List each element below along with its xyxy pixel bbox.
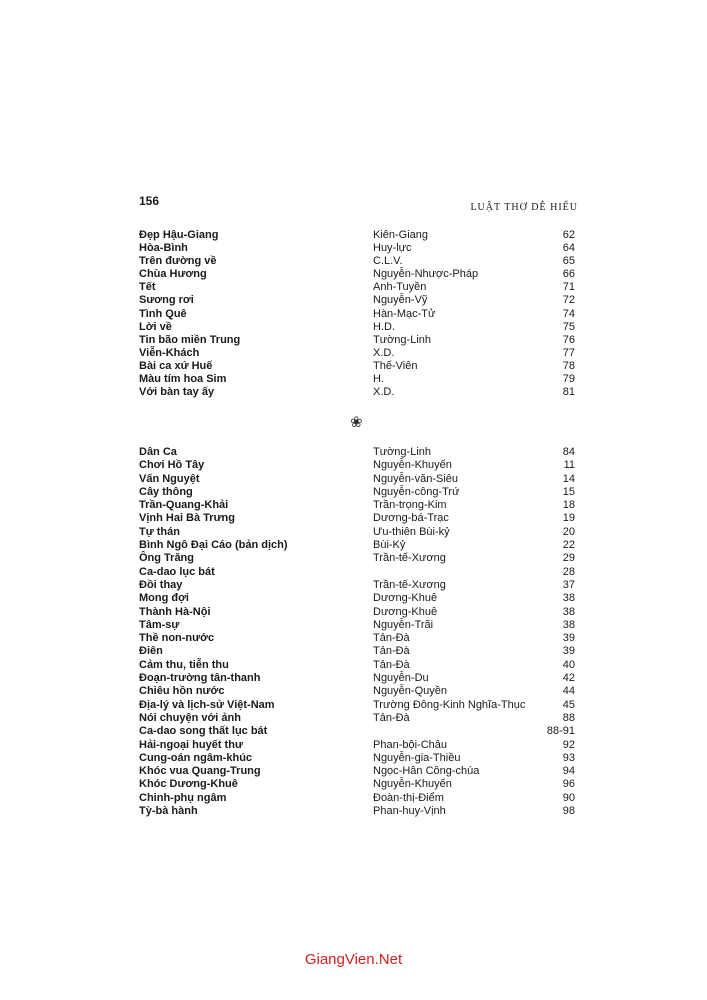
toc-entry <box>139 308 579 321</box>
entry-author: C.L.V. <box>373 255 403 268</box>
toc-entry <box>139 645 579 658</box>
entry-title: Đoạn-trường tân-thanh <box>139 672 261 685</box>
toc-entry <box>139 579 579 592</box>
footer-watermark[interactable]: GiangVien.Net <box>304 951 403 968</box>
toc-entry <box>139 268 579 281</box>
toc-entry <box>139 659 579 672</box>
flower-ornament-icon: ❀ <box>350 414 363 431</box>
toc-entry <box>139 386 579 399</box>
entry-title: Mong đợi <box>139 592 189 605</box>
entry-title: Sương rơi <box>139 294 194 307</box>
entry-page: 19 <box>562 512 575 525</box>
entry-page: 18 <box>562 499 575 512</box>
entry-page: 76 <box>562 333 575 346</box>
entry-author: Anh-Tuyền <box>373 281 427 294</box>
entry-author: Nguyễn-văn-Siêu <box>373 472 458 485</box>
toc-entry <box>139 699 579 712</box>
toc-entry <box>139 592 579 605</box>
entry-author: X.D. <box>373 346 395 359</box>
entry-author: Nguyễn-Khuyến <box>373 459 452 472</box>
entry-page: 75 <box>562 320 575 333</box>
toc-entry <box>139 242 579 255</box>
entry-title: Trần-Quang-Khải <box>139 499 229 512</box>
entry-author: Thế-Viên <box>373 359 418 372</box>
entry-title: Khóc vua Quang-Trung <box>139 765 261 778</box>
entry-page: 42 <box>562 672 575 685</box>
entry-title: Tình Quê <box>139 307 187 320</box>
entry-page: 79 <box>562 373 575 386</box>
entry-author: Ưu-thiên Bùi-kỷ <box>373 525 450 538</box>
entry-author: Bùi-Kỷ <box>373 539 406 552</box>
entry-page: 88-91 <box>546 725 575 738</box>
entry-title: Bài ca xứ Huế <box>139 359 213 372</box>
toc-entry <box>139 512 579 525</box>
toc-entry <box>139 632 579 645</box>
toc-entry <box>139 446 579 459</box>
entry-page: 44 <box>562 685 575 698</box>
entry-author: Tản-Đà <box>373 658 410 671</box>
entry-title: Đồi thay <box>139 578 183 591</box>
toc-entry <box>139 606 579 619</box>
toc-entry <box>139 486 579 499</box>
entry-author: Trần-tế-Xương <box>373 578 446 591</box>
entry-author: H.D. <box>373 320 395 333</box>
entry-page: 65 <box>562 255 575 268</box>
entry-page: 28 <box>562 565 575 578</box>
entry-title: Điên <box>139 645 163 658</box>
entry-author: Tản-Đà <box>373 632 410 645</box>
entry-page: 20 <box>562 525 575 538</box>
entry-author: Nguyễn-Du <box>373 672 429 685</box>
toc-entry <box>139 347 579 360</box>
entry-page: 66 <box>562 268 575 281</box>
entry-title: Vịnh Hai Bà Trưng <box>139 512 235 525</box>
entry-author: Huy-lực <box>373 242 412 255</box>
entry-page: 39 <box>562 645 575 658</box>
entry-page: 98 <box>562 805 575 818</box>
entry-author: Tản-Đà <box>373 711 410 724</box>
entry-author: Nguyễn-Nhược-Pháp <box>373 268 479 281</box>
toc-entry <box>139 281 579 294</box>
entry-page: 40 <box>562 658 575 671</box>
toc-entry <box>139 526 579 539</box>
entry-author: Dương-Khuê <box>373 605 438 618</box>
entry-title: Ca-dao lục bát <box>139 565 215 578</box>
toc-entry <box>139 619 579 632</box>
entry-page: 37 <box>562 578 575 591</box>
entry-page: 94 <box>562 765 575 778</box>
entry-page: 29 <box>562 552 575 565</box>
entry-title: Tâm-sự <box>139 618 180 631</box>
toc-entry <box>139 792 579 805</box>
entry-title: Ca-dao song thất lục bát <box>139 725 268 738</box>
entry-page: 96 <box>562 778 575 791</box>
entry-page: 22 <box>562 539 575 552</box>
entry-author: Nguyễn-Trãi <box>373 618 434 631</box>
toc-entry <box>139 473 579 486</box>
entry-title: Chiêu hồn nước <box>139 685 225 698</box>
running-header: LUẬT THƠ DỄ HIỂU <box>470 202 578 213</box>
entry-title: Khóc Dương-Khuê <box>139 778 238 791</box>
entry-title: Đẹp Hậu-Giang <box>139 229 219 241</box>
entry-page: 72 <box>562 294 575 307</box>
entry-page: 74 <box>562 307 575 320</box>
toc-section-2 <box>139 446 579 818</box>
toc-entry <box>139 334 579 347</box>
entry-author: Đoàn-thị-Điểm <box>373 791 444 804</box>
entry-author: Nguyễn-Khuyến <box>373 778 452 791</box>
entry-page: 38 <box>562 592 575 605</box>
toc-entry <box>139 360 579 373</box>
entry-page: 71 <box>562 281 575 294</box>
entry-page: 78 <box>562 359 575 372</box>
page-number: 156 <box>139 194 160 208</box>
entry-author: Tản-Đà <box>373 645 410 658</box>
entry-author: Kiên-Giang <box>373 229 429 241</box>
entry-title: Tin bão miền Trung <box>139 333 241 346</box>
entry-title: Với bàn tay ấy <box>139 386 215 399</box>
entry-author: Trần-tế-Xương <box>373 552 446 565</box>
entry-title: Bình Ngô Đại Cáo (bản dịch) <box>139 539 288 552</box>
entry-title: Hòa-Bình <box>139 242 188 255</box>
entry-author: H. <box>373 373 384 386</box>
entry-author: Nguyễn-gia-Thiều <box>373 751 461 764</box>
entry-author: Ngọc-Hân Công-chúa <box>373 765 480 778</box>
toc-entry <box>139 712 579 725</box>
entry-page: 81 <box>562 386 575 399</box>
entry-author: Nguyễn-công-Trứ <box>373 485 460 498</box>
toc-entry <box>139 739 579 752</box>
entry-title: Cảm thu, tiễn thu <box>139 658 229 671</box>
toc-entry <box>139 725 579 738</box>
entry-title: Dân Ca <box>139 446 177 458</box>
entry-title: Nói chuyện với ảnh <box>139 711 241 724</box>
entry-page: 38 <box>562 618 575 631</box>
entry-title: Tự thán <box>139 525 180 538</box>
entry-title: Chinh-phụ ngâm <box>139 791 227 804</box>
entry-author: X.D. <box>373 386 395 399</box>
entry-author: Hàn-Mạc-Tử <box>373 307 436 320</box>
entry-page: 64 <box>562 242 575 255</box>
entry-title: Chùa Hương <box>139 268 207 281</box>
toc-entry <box>139 539 579 552</box>
toc-entry <box>139 672 579 685</box>
entry-page: 15 <box>562 485 575 498</box>
toc-entry <box>139 685 579 698</box>
toc-entry <box>139 805 579 818</box>
toc-entry <box>139 765 579 778</box>
entry-author: Phan-bội-Châu <box>373 738 447 751</box>
toc-entry <box>139 778 579 791</box>
entry-author: Tường-Linh <box>373 333 431 346</box>
toc-entry <box>139 321 579 334</box>
entry-author: Phan-huy-Vịnh <box>373 805 446 818</box>
entry-page: 11 <box>563 459 575 472</box>
entry-title: Cây thông <box>139 485 193 498</box>
entry-title: Màu tím hoa Sim <box>139 373 227 386</box>
toc-entry <box>139 459 579 472</box>
entry-page: 77 <box>562 346 575 359</box>
entry-title: Ông Trăng <box>139 552 194 565</box>
entry-author: Trần-trọng-Kim <box>373 499 447 512</box>
toc-entry <box>139 229 579 242</box>
entry-author: Nguyễn-Vỹ <box>373 294 428 307</box>
entry-title: Tỳ-bà hành <box>139 805 198 818</box>
entry-title: Viễn-Khách <box>139 346 200 359</box>
entry-page: 92 <box>562 738 575 751</box>
entry-title: Trên đường về <box>139 255 217 268</box>
entry-page: 45 <box>562 698 575 711</box>
entry-title: Chơi Hồ Tây <box>139 459 205 472</box>
toc-entry <box>139 373 579 386</box>
entry-author: Nguyễn-Quyền <box>373 685 447 698</box>
toc-entry <box>139 255 579 268</box>
entry-page: 84 <box>562 446 575 458</box>
entry-title: Vấn Nguyệt <box>139 472 200 485</box>
entry-author: Dương-bá-Trạc <box>373 512 449 525</box>
entry-author: Tường-Linh <box>373 446 431 458</box>
entry-page: 38 <box>562 605 575 618</box>
entry-title: Địa-lý và lịch-sử Việt-Nam <box>139 698 275 711</box>
entry-title: Lời về <box>139 320 172 333</box>
entry-page: 14 <box>562 472 575 485</box>
entry-page: 62 <box>562 229 575 241</box>
entry-title: Thề non-nước <box>139 632 215 645</box>
toc-entry <box>139 499 579 512</box>
entry-author: Trường Đông-Kinh Nghĩa-Thục <box>373 698 526 711</box>
entry-title: Hải-ngoại huyết thư <box>139 738 243 751</box>
entry-author: Dương-Khuê <box>373 592 438 605</box>
entry-page: 90 <box>562 791 575 804</box>
entry-title: Thành Hà-Nội <box>139 605 211 618</box>
toc-entry <box>139 752 579 765</box>
toc-entry <box>139 566 579 579</box>
toc-entry <box>139 294 579 307</box>
entry-title: Tết <box>139 281 156 294</box>
toc-section-1 <box>139 229 579 399</box>
entry-page: 39 <box>562 632 575 645</box>
entry-title: Cung-oán ngâm-khúc <box>139 751 253 764</box>
entry-page: 93 <box>562 751 575 764</box>
entry-page: 88 <box>562 711 575 724</box>
toc-entry <box>139 552 579 565</box>
